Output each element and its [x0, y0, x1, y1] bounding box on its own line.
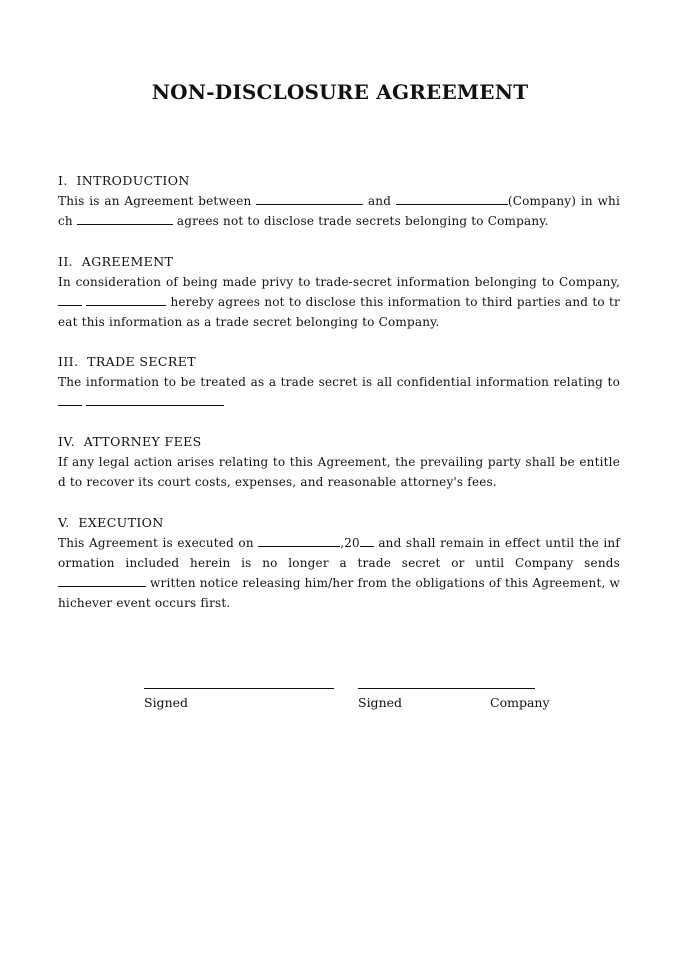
document-title: NON-DISCLOSURE AGREEMENT: [151, 80, 529, 104]
company-label: Company: [490, 695, 550, 710]
section-heading: I. INTRODUCTION: [58, 173, 190, 188]
section-heading: IV. ATTORNEY FEES: [58, 434, 202, 449]
section-agreement: [58, 252, 620, 332]
trade-secret-blank-cont[interactable]: [86, 394, 224, 406]
recipient-name-blank[interactable]: [77, 213, 173, 225]
body-text: The information to be treated as a trade secret is all confidential information relating to: [58, 375, 620, 389]
body-text: hereby agrees not to disclose this information to third parties and to treat this information as a trade secret belonging to Company.: [58, 295, 620, 329]
body-text: In consideration of being made privy to trade-secret information belonging to Company,: [58, 275, 620, 289]
section-body: If any legal action arises relating to this Agreement, the prevailing party shall be entitled to recover its court costs, expenses, and reasonable attorney's fees.: [58, 455, 620, 489]
body-text: agrees not to disclose trade secrets belonging to Company.: [176, 214, 549, 228]
section-body: [58, 533, 620, 613]
section-heading: II. AGREEMENT: [58, 254, 174, 269]
section-execution: [58, 513, 620, 613]
section-introduction: [58, 171, 620, 231]
execution-year-blank[interactable]: [360, 535, 374, 547]
signed-label-right: Signed: [358, 695, 403, 710]
section-body: [58, 272, 620, 332]
recipient-name-blank-cont[interactable]: [86, 294, 166, 306]
trade-secret-blank[interactable]: [58, 394, 82, 406]
section-trade-secret: [58, 352, 620, 412]
body-text: This is an Agreement between: [58, 194, 252, 208]
body-text: written notice releasing him/her from the obligations of this Agreement, whichever event occurs first.: [58, 576, 620, 610]
recipient-name-blank[interactable]: [58, 294, 82, 306]
body-text: (Company) in which: [58, 194, 621, 228]
section-heading: III. TRADE SECRET: [58, 354, 196, 369]
signature-line-right[interactable]: [358, 688, 535, 689]
execution-date-blank[interactable]: [258, 535, 340, 547]
section-heading: V. EXECUTION: [58, 515, 164, 530]
section-body: [58, 372, 620, 412]
body-text: This Agreement is executed on: [58, 536, 254, 550]
section-attorney-fees: [58, 432, 620, 492]
body-text: and: [367, 194, 392, 208]
signed-label-left: Signed: [144, 695, 189, 710]
signature-line-left[interactable]: [144, 688, 334, 689]
notice-blank[interactable]: [58, 575, 146, 587]
body-text: and shall remain in effect until the information included herein is no longer a trade secret or until Company sends: [58, 536, 620, 570]
party-name-blank[interactable]: [256, 193, 363, 205]
body-text: ,20: [340, 536, 360, 550]
company-name-blank[interactable]: [396, 193, 508, 205]
section-body: [58, 191, 620, 231]
